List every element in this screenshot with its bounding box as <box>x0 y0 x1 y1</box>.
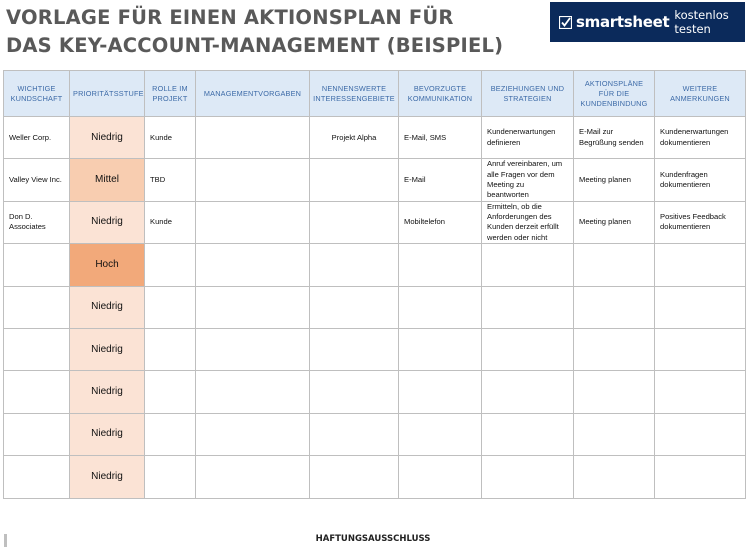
column-header: AKTIONSPLÄNE FÜR DIE KUNDENBINDUNG <box>574 71 655 117</box>
table-cell[interactable] <box>310 456 399 498</box>
table-cell[interactable] <box>574 413 655 455</box>
table-cell[interactable] <box>4 371 70 413</box>
page-title-line-1: VORLAGE FÜR EINEN AKTIONSPLAN FÜR <box>6 6 454 29</box>
table-cell[interactable]: Valley View Inc. <box>4 159 70 201</box>
table-cell[interactable] <box>399 413 482 455</box>
table-cell[interactable] <box>574 244 655 286</box>
table-cell[interactable]: Anruf vereinbaren, um alle Fragen vor dem Meeting zu beantworten <box>482 159 574 201</box>
table-cell[interactable] <box>310 159 399 201</box>
action-plan-table <box>3 70 746 499</box>
trial-link[interactable]: kostenlos testen <box>674 8 729 36</box>
table-cell[interactable] <box>196 201 310 243</box>
table-cell[interactable] <box>655 413 746 455</box>
table-cell[interactable] <box>4 456 70 498</box>
priority-cell[interactable]: Mittel <box>70 159 145 201</box>
table-cell[interactable] <box>482 328 574 370</box>
table-cell[interactable] <box>574 286 655 328</box>
table-cell[interactable] <box>655 456 746 498</box>
table-cell[interactable] <box>574 371 655 413</box>
table-row <box>4 371 746 413</box>
table-cell[interactable] <box>145 456 196 498</box>
table-cell[interactable]: Weller Corp. <box>4 117 70 159</box>
column-header: WEITERE ANMERKUNGEN <box>655 71 746 117</box>
table-row <box>4 286 746 328</box>
table-cell[interactable] <box>482 371 574 413</box>
table-cell[interactable] <box>574 328 655 370</box>
table-cell[interactable]: Kundenfragen dokumentieren <box>655 159 746 201</box>
table-row <box>4 159 746 201</box>
table-cell[interactable] <box>4 413 70 455</box>
table-cell[interactable] <box>196 117 310 159</box>
priority-cell[interactable]: Niedrig <box>70 371 145 413</box>
table-cell[interactable] <box>196 159 310 201</box>
table-cell[interactable]: E-Mail <box>399 159 482 201</box>
table-cell[interactable] <box>482 413 574 455</box>
priority-cell[interactable]: Niedrig <box>70 413 145 455</box>
table-cell[interactable] <box>145 328 196 370</box>
table-cell[interactable]: Mobiltelefon <box>399 201 482 243</box>
table-cell[interactable] <box>310 286 399 328</box>
table-cell[interactable] <box>196 286 310 328</box>
table-cell[interactable]: Meeting planen <box>574 159 655 201</box>
column-header: WICHTIGE KUNDSCHAFT <box>4 71 70 117</box>
priority-cell[interactable]: Niedrig <box>70 286 145 328</box>
table-cell[interactable] <box>196 371 310 413</box>
table-row <box>4 328 746 370</box>
table-cell[interactable]: Kundenerwartungen definieren <box>482 117 574 159</box>
priority-cell[interactable]: Niedrig <box>70 328 145 370</box>
priority-cell[interactable]: Niedrig <box>70 456 145 498</box>
table-cell[interactable] <box>482 456 574 498</box>
table-row <box>4 456 746 498</box>
table-cell[interactable] <box>399 371 482 413</box>
table-cell[interactable] <box>4 286 70 328</box>
table-cell[interactable]: Positives Feedback dokumentieren <box>655 201 746 243</box>
table-cell[interactable] <box>655 371 746 413</box>
table-cell[interactable] <box>482 244 574 286</box>
table-header-row <box>4 71 746 117</box>
table-cell[interactable] <box>310 244 399 286</box>
column-header: ROLLE IM PROJEKT <box>145 71 196 117</box>
table-cell[interactable] <box>399 244 482 286</box>
table-cell[interactable]: Kundenerwartungen dokumentieren <box>655 117 746 159</box>
table-cell[interactable] <box>655 286 746 328</box>
table-cell[interactable] <box>145 413 196 455</box>
table-cell[interactable] <box>399 286 482 328</box>
table-cell[interactable] <box>196 456 310 498</box>
table-row <box>4 244 746 286</box>
table-cell[interactable]: TBD <box>145 159 196 201</box>
table-cell[interactable] <box>310 371 399 413</box>
column-header: NENNENSWERTE INTERESSENGEBIETE <box>310 71 399 117</box>
table-row <box>4 413 746 455</box>
table-cell[interactable]: E-Mail zur Begrüßung senden <box>574 117 655 159</box>
priority-cell[interactable]: Hoch <box>70 244 145 286</box>
table-cell[interactable]: Ermitteln, ob die Anforderungen des Kunden derzeit erfüllt werden oder nicht <box>482 201 574 243</box>
disclaimer-link[interactable]: HAFTUNGSAUSSCHLUSS <box>315 534 431 544</box>
table-cell[interactable] <box>655 244 746 286</box>
column-header: BEZIEHUNGEN UND STRATEGIEN <box>482 71 574 117</box>
priority-cell[interactable]: Niedrig <box>70 117 145 159</box>
table-cell[interactable] <box>310 413 399 455</box>
table-cell[interactable] <box>196 244 310 286</box>
table-cell[interactable] <box>655 328 746 370</box>
table-cell[interactable] <box>145 286 196 328</box>
table-cell[interactable] <box>196 413 310 455</box>
table-row <box>4 117 746 159</box>
table-cell[interactable]: Don D. Associates <box>4 201 70 243</box>
table-cell[interactable] <box>145 371 196 413</box>
table-cell[interactable] <box>145 244 196 286</box>
table-cell[interactable] <box>310 328 399 370</box>
smartsheet-brand: smartsheet <box>576 13 670 31</box>
column-header: MANAGEMENTVORGABEN <box>196 71 310 117</box>
smartsheet-logo-icon <box>559 16 572 29</box>
page-title <box>6 4 526 60</box>
table-cell[interactable]: E-Mail, SMS <box>399 117 482 159</box>
table-cell[interactable] <box>399 456 482 498</box>
smartsheet-trial-banner[interactable] <box>550 2 745 42</box>
priority-cell[interactable]: Niedrig <box>70 201 145 243</box>
table-cell[interactable]: Projekt Alpha <box>310 117 399 159</box>
table-cell[interactable] <box>4 328 70 370</box>
table-row <box>4 201 746 243</box>
table-cell[interactable]: Kunde <box>145 117 196 159</box>
table-cell[interactable]: Kunde <box>145 201 196 243</box>
column-header: BEVORZUGTE KOMMUNIKATION <box>399 71 482 117</box>
page-title-line-2: DAS KEY-ACCOUNT-MANAGEMENT (BEISPIEL) <box>6 34 504 57</box>
table-cell[interactable] <box>399 328 482 370</box>
column-header: PRIORITÄTSSTUFE <box>70 71 145 117</box>
table-cell[interactable] <box>310 201 399 243</box>
table-body <box>4 117 746 499</box>
table-cell[interactable] <box>196 328 310 370</box>
table-cell[interactable] <box>574 456 655 498</box>
table-cell[interactable] <box>4 244 70 286</box>
table-cell[interactable] <box>482 286 574 328</box>
table-cell[interactable]: Meeting planen <box>574 201 655 243</box>
